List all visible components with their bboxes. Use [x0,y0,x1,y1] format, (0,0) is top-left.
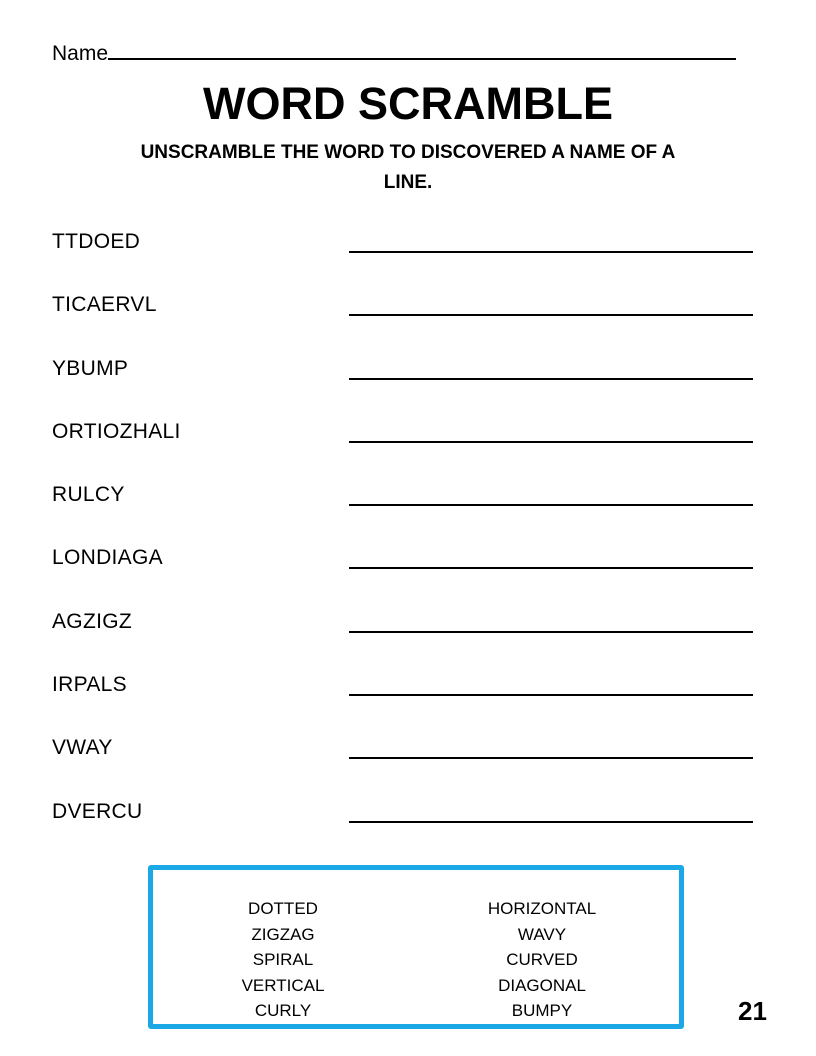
scramble-row [52,728,754,791]
word-bank-item: SPIRAL [252,950,314,969]
scrambled-word: VWAY [52,736,113,760]
scramble-row [52,285,754,348]
word-bank-item: WAVY [517,924,567,944]
word-bank-item: HORIZONTAL [487,899,597,918]
name-underline[interactable] [108,40,736,60]
page-title: WORD SCRAMBLE [203,78,613,129]
scramble-row [52,412,754,475]
word-bank-item: VERTICAL [241,975,325,995]
word-bank-item: CURVED [506,950,578,969]
scrambled-word: LONDIAGA [52,546,163,570]
scramble-row [52,349,754,412]
instructions-text: UNSCRAMBLE THE WORD TO DISCOVERED A NAME OF A LINE. [140,142,676,193]
scramble-row [52,665,754,728]
word-bank-right-column [452,896,632,1024]
scramble-row [52,602,754,665]
scrambled-word: TICAERVL [52,293,157,317]
answer-line[interactable] [349,251,753,253]
word-bank-item: DIAGONAL [498,975,586,995]
answer-line[interactable] [349,694,753,696]
scrambled-word: YBUMP [52,356,129,380]
page-number: 21 [738,996,767,1026]
scrambled-word: RULCY [52,483,125,507]
word-bank-left-column [193,896,373,1024]
scramble-row [52,792,754,855]
scrambled-word: TTDOED [52,230,141,253]
word-bank-item: CURLY [254,1001,312,1020]
scramble-list [52,222,754,855]
scramble-row [52,222,754,285]
answer-line[interactable] [349,314,753,316]
answer-line[interactable] [349,567,753,569]
answer-line[interactable] [349,631,753,633]
word-bank-item: BUMPY [511,1001,573,1020]
scrambled-word: ORTIOZHALI [52,419,181,443]
name-field[interactable] [52,40,736,66]
answer-line[interactable] [349,378,753,380]
answer-line[interactable] [349,441,753,443]
name-label: Name [52,42,109,65]
scramble-row [52,538,754,601]
scrambled-word: IRPALS [52,673,127,697]
answer-line[interactable] [349,504,753,506]
scrambled-word: DVERCU [52,799,143,823]
answer-line[interactable] [349,757,753,759]
word-bank-box [148,865,684,1029]
answer-line[interactable] [349,821,753,823]
scramble-row [52,475,754,538]
word-bank-item: DOTTED [248,899,318,918]
word-bank-item: ZIGZAG [251,924,315,944]
scrambled-word: AGZIGZ [52,609,132,633]
